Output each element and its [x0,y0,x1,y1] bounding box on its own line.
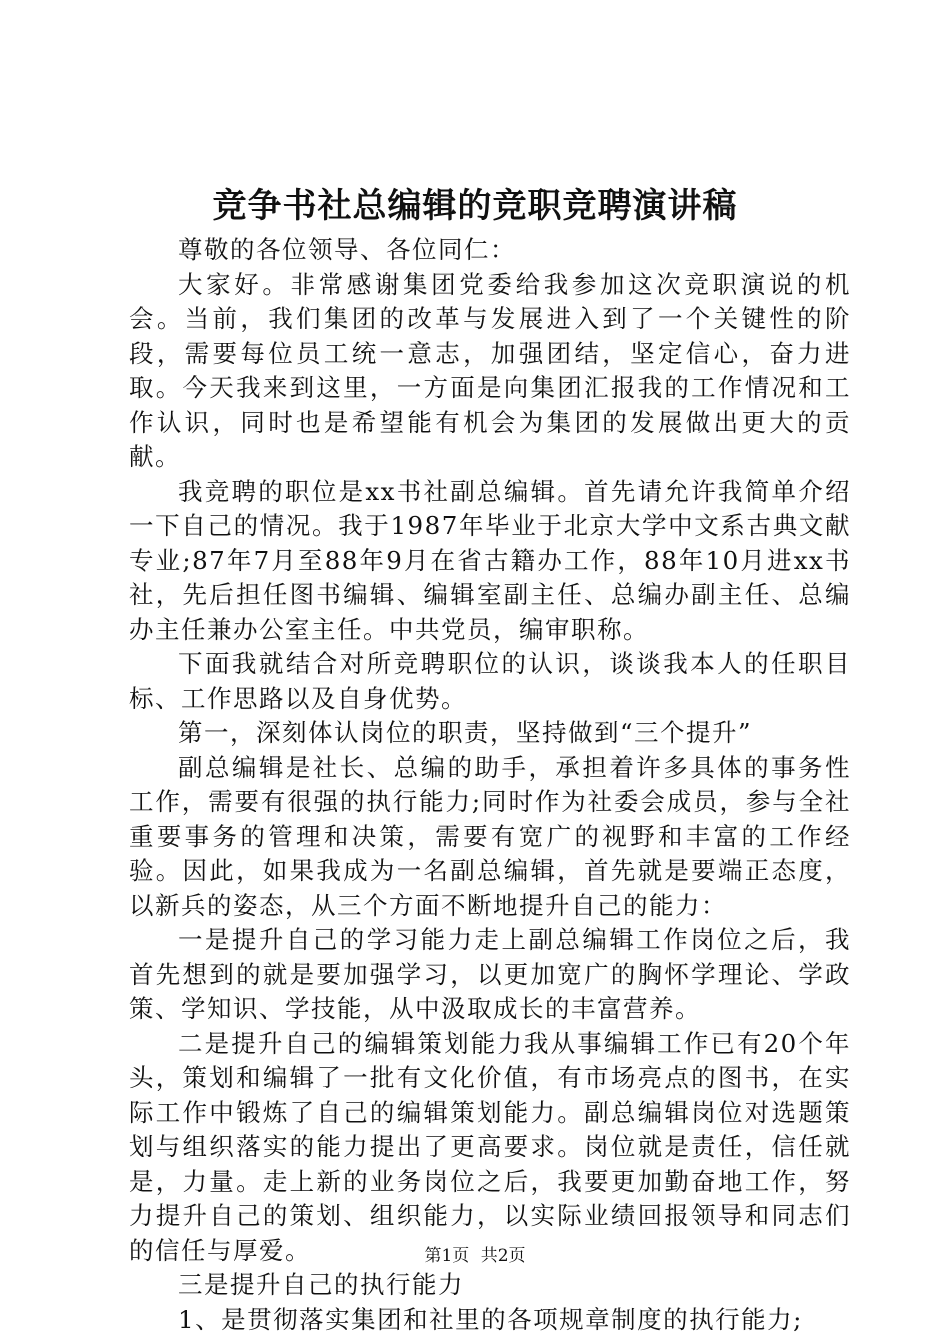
paragraph-transition: 下面我就结合对所竞聘职位的认识，谈谈我本人的任职目标、工作思路以及自身优势。 [129,649,851,713]
page-number-footer: 第1页 共2页 [424,1246,526,1266]
document-title: 竞争书社总编辑的竞职竞聘演讲稿 [212,186,738,226]
paragraph-execution-heading: 三是提升自己的执行能力 [178,1270,464,1299]
paragraph-section-heading: 第一，深刻体认岗位的职责，坚持做到“三个提升” [178,718,753,747]
paragraph-salutation: 尊敬的各位领导、各位同仁： [178,235,516,264]
paragraph-editing-ability: 二是提升自己的编辑策划能力我从事编辑工作已有20个年头，策划和编辑了一批有文化价值，有市场亮点的图书，在实际工作中锻炼了自己的编辑策划能力。副总编辑岗位对选题策划与组织落实的能力提出了更高要求。岗位就是责任，信任就是，力量。走上新的业务岗位之后，我要更加勤奋地工作，努力提升自己的策划、组织能力，以实际业绩回报领导和同志们的信任与厚爱。 [129,1028,851,1265]
document-body [129,233,851,1337]
paragraph-greeting: 大家好。非常感谢集团党委给我参加这次竞职演说的机会。当前，我们集团的改革与发展进入到了一个关键性的阶段，需要每位员工统一意志，加强团结，坚定信心，奋力进取。今天我来到这里，一方面是向集团汇报我的工作情况和工作认识，同时也是希望能有机会为集团的发展做出更大的贡献。 [129,269,851,471]
paragraph-execution-item-1: 1、是贯彻落实集团和社里的各项规章制度的执行能力; [178,1304,803,1334]
paragraph-role-duties: 副总编辑是社长、总编的助手，承担着许多具体的事务性工作，需要有很强的执行能力;同时作为社委会成员，参与全社重要事务的管理和决策，需要有宽广的视野和丰富的工作经验。因此，如果我成为一名副总编辑，首先就是要端正态度，以新兵的姿态，从三个方面不断地提升自己的能力： [129,752,851,920]
paragraph-position-intro: 我竞聘的职位是xx书社副总编辑。首先请允许我简单介绍一下自己的情况。我于1987年毕业于北京大学中文系古典文献专业;87年7月至88年9月在省古籍办工作，88年10月进xx书社，先后担任图书编辑、编辑室副主任、总编办副主任、总编办主任兼办公室主任。中共党员，编审职称。 [129,476,851,644]
paragraph-learning-ability: 一是提升自己的学习能力走上副总编辑工作岗位之后，我首先想到的就是要加强学习，以更加宽广的胸怀学理论、学政策、学知识、学技能，从中汲取成长的丰富营养。 [129,925,851,1023]
